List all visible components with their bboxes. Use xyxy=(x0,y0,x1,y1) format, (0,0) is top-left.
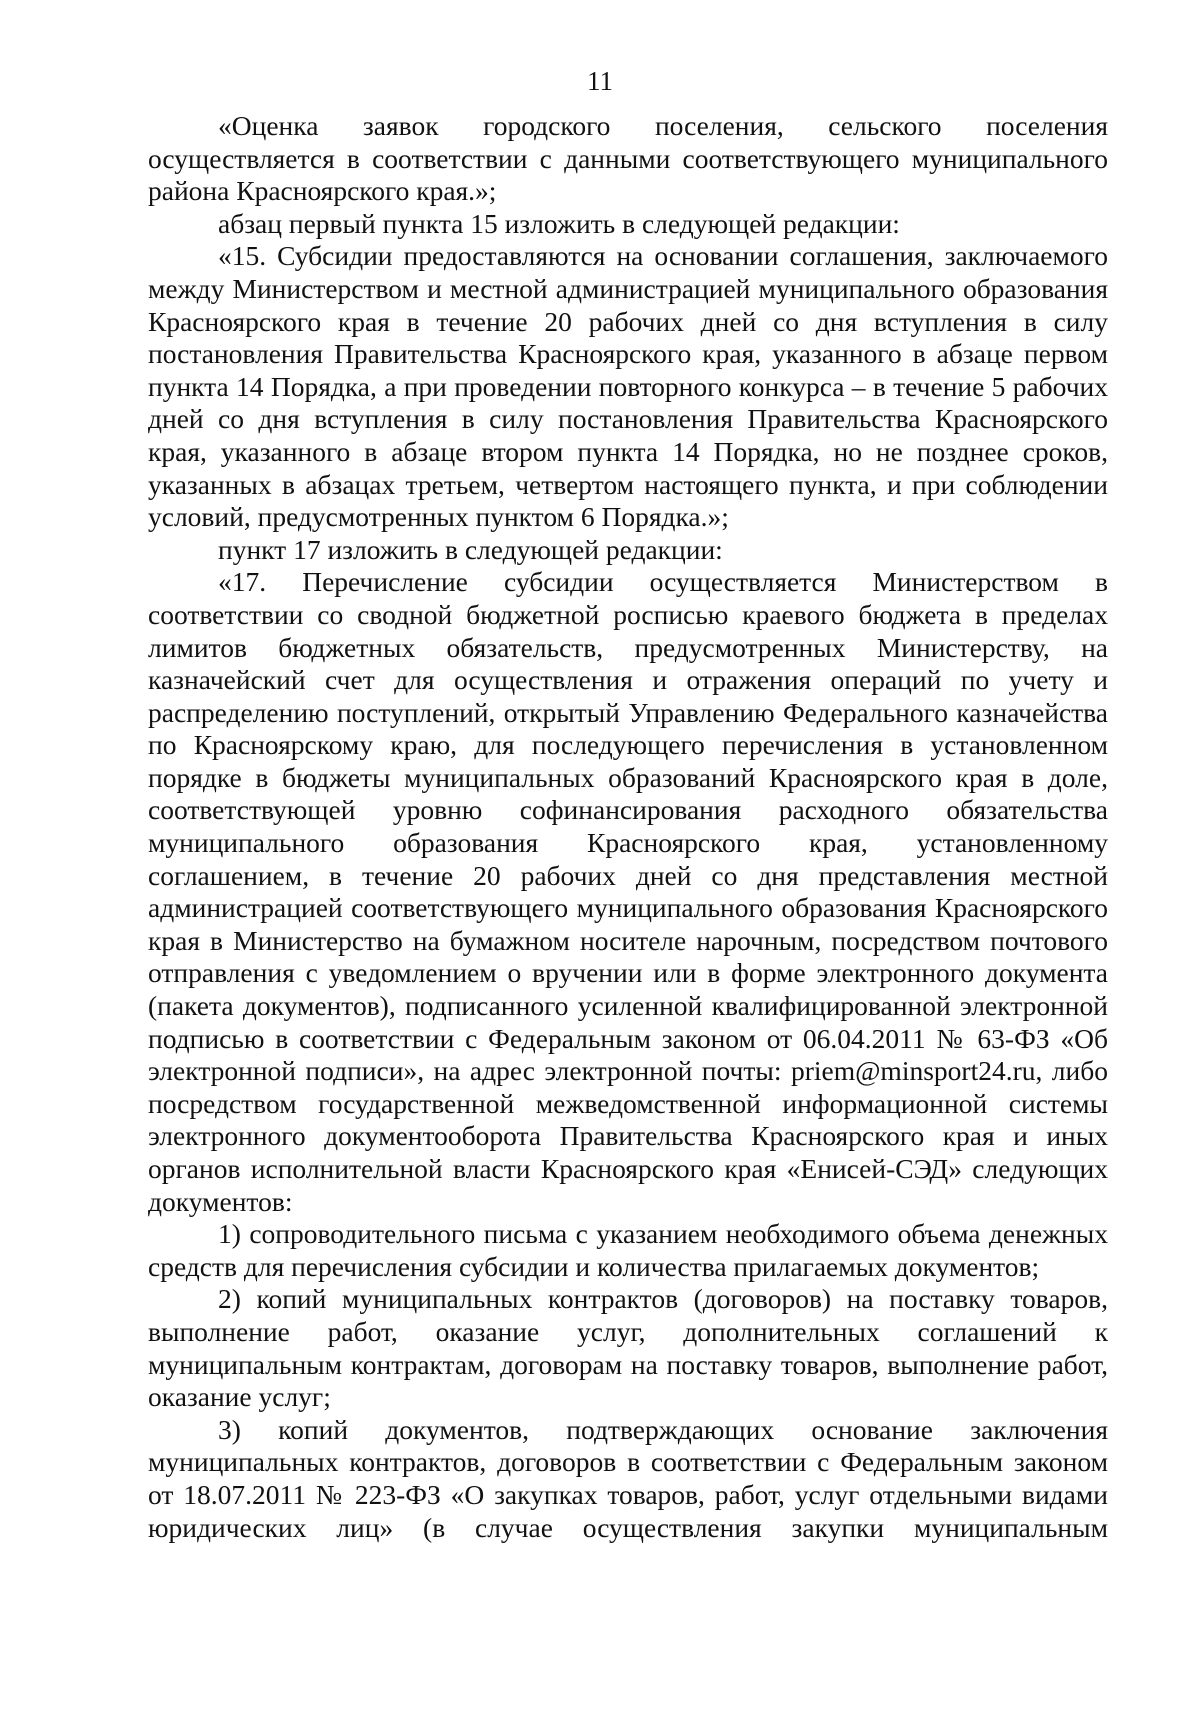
list-item-3: 3) копий документов, подтверждающих основание заключения муниципальных контрактов, договоров в соответствии с Федеральным законом от 18.07.2011 № 223-ФЗ «О закупках товаров, работ, услуг отдельными видами юридических лиц» (в случае осуществления закупки муниципальным xyxy=(148,1413,1108,1543)
paragraph-point-15: «15. Субсидии предоставляются на основании соглашения, заключаемого между Министерством и местной администрацией муниципального образования Красноярского края в течение 20 рабочих дней со дня вступления в силу постановления Правительства Красноярского края, указанного в абзаце первом пункта 14 Порядка, а при проведении повторного конкурса – в течение 5 рабочих дней со дня вступления в силу постановления Правительства Красноярского края, указанного в абзаце втором пункта 14 Порядка, но не позднее сроков, указанных в абзацах третьем, четвертом настоящего пункта, и при соблюдении условий, предусмотренных пунктом 6 Порядка.»; xyxy=(148,240,1108,533)
list-item-2: 2) копий муниципальных контрактов (договоров) на поставку товаров, выполнение работ, оказание услуг, дополнительных соглашений к муниципальным контрактам, договорам на поставку товаров, выполнение работ, оказание услуг; xyxy=(148,1283,1108,1413)
list-item-1: 1) сопроводительного письма с указанием необходимого объема денежных средств для перечисления субсидии и количества прилагаемых документов; xyxy=(148,1218,1108,1282)
document-body xyxy=(148,110,1108,1544)
paragraph-amend-point-17-intro: пункт 17 изложить в следующей редакции: xyxy=(218,533,723,565)
page-number: 11 xyxy=(587,66,613,96)
paragraph-amend-point-15-intro: абзац первый пункта 15 изложить в следующей редакции: xyxy=(218,207,900,239)
paragraph-point-17: «17. Перечисление субсидии осуществляется Министерством в соответствии со сводной бюджетной росписью краевого бюджета в пределах лимитов бюджетных обязательств, предусмотренных Министерству, на казначейский счет для осуществления и отражения операций по учету и распределению поступлений, открытый Управлению Федерального казначейства по Красноярскому краю, для последующего перечисления в установленном порядке в бюджеты муниципальных образований Красноярского края в доле, соответствующей уровню софинансирования расходного обязательства муниципального образования Красноярского края, установленному соглашением, в течение 20 рабочих дней со дня представления местной администрацией соответствующего муниципального образования Красноярского края в Министерство на бумажном носителе нарочным, посредством почтового отправления с уведомлением о вручении или в форме электронного документа (пакета документов), подписанного усиленной квалифицированной электронной подписью в соответствии с Федеральным законом от 06.04.2011 № 63-ФЗ «Об электронной подписи», на адрес электронной почты: priem@minsport24.ru, либо посредством государственной межведомственной информационной системы электронного документооборота Правительства Красноярского края и иных органов исполнительной власти Красноярского края «Енисей-СЭД» следующих документов: xyxy=(148,566,1108,1217)
paragraph-evaluation-clause: «Оценка заявок городского поселения, сельского поселения осуществляется в соответствии с данными соответствующего муниципального района Красноярского края.»; xyxy=(148,110,1108,207)
